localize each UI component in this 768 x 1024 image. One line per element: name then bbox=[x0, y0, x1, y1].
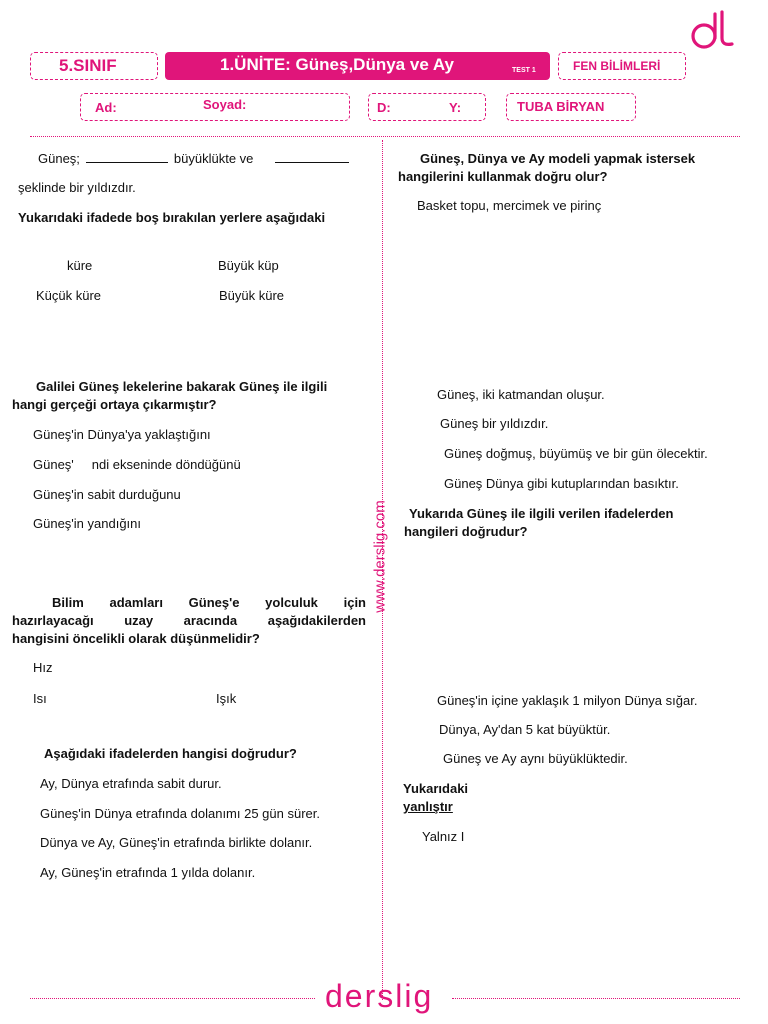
q1-line1-b: büyüklükte ve bbox=[173, 151, 254, 166]
q4-stem: Aşağıdaki ifadelerden hangisi doğrudur? bbox=[44, 746, 297, 761]
q5-stem-2: hangilerini kullanmak doğru olur? bbox=[398, 169, 608, 184]
q2-option-b-1: Güneş' bbox=[33, 457, 74, 472]
unit-title: 1.ÜNİTE: Güneş,Dünya ve Ay bbox=[220, 55, 454, 74]
q2-stem-2: hangi gerçeği ortaya çıkarmıştır? bbox=[12, 397, 217, 412]
q6-stem-1: Yukarıda Güneş ile ilgili verilen ifadelerden bbox=[409, 506, 674, 521]
q3-option-a: Hız bbox=[33, 660, 53, 675]
q3-stem-3: hangisini öncelikli olarak düşünmelidir? bbox=[12, 631, 260, 646]
q3-stem bbox=[12, 594, 366, 648]
q6-statement-2: Güneş bir yıldızdır. bbox=[440, 416, 549, 431]
author-label: TUBA BİRYAN bbox=[517, 99, 605, 114]
top-divider bbox=[30, 136, 740, 137]
q3-stem-1: Bilim adamları Güneş'e yolculuk için bbox=[52, 595, 366, 610]
q2-option-c: Güneş'in sabit durduğunu bbox=[33, 487, 181, 502]
q3-option-b: Isı bbox=[33, 691, 47, 706]
q6-statement-3: Güneş doğmuş, büyümüş ve bir gün ölecektir. bbox=[444, 446, 708, 461]
derslig-logo-icon bbox=[686, 8, 738, 52]
q7-stem-2: yanlıştır bbox=[403, 799, 453, 814]
grade-label: 5.SINIF bbox=[59, 56, 117, 75]
grade-box bbox=[30, 52, 158, 80]
q2-option-a: Güneş'in Dünya'ya yaklaştığını bbox=[33, 427, 211, 442]
footer-logo: derslig bbox=[325, 978, 434, 1014]
footer-divider-left bbox=[30, 998, 315, 999]
footer-divider-right bbox=[452, 998, 740, 999]
date-box bbox=[368, 93, 486, 121]
subject-label: FEN BİLİMLERİ bbox=[573, 59, 661, 73]
author-box bbox=[506, 93, 636, 121]
q5-option-a: Basket topu, mercimek ve pirinç bbox=[417, 198, 602, 213]
q1-option-b: Büyük küp bbox=[218, 258, 279, 273]
q1-blank-2 bbox=[275, 152, 349, 163]
q7-statement-3: Güneş ve Ay aynı büyüklüktedir. bbox=[443, 751, 628, 766]
q1-option-a: küre bbox=[67, 258, 93, 273]
y-label: Y: bbox=[449, 100, 462, 115]
q1-line2: şeklinde bir yıldızdır. bbox=[18, 180, 136, 195]
q2-option-d: Güneş'in yandığını bbox=[33, 516, 141, 531]
q1-stem: Yukarıdaki ifadede boş bırakılan yerlere aşağıdaki bbox=[18, 210, 326, 225]
q2-option-b bbox=[33, 457, 241, 472]
q4-option-d: Ay, Güneş'in etrafında 1 yılda dolanır. bbox=[40, 865, 256, 880]
unit-title-banner bbox=[165, 52, 550, 80]
q4-option-c: Dünya ve Ay, Güneş'in etrafında birlikte dolanır. bbox=[40, 835, 313, 850]
q3-option-c: Işık bbox=[216, 691, 237, 706]
q6-statement-4: Güneş Dünya gibi kutuplarından basıktır. bbox=[444, 476, 679, 491]
q1-blank-1 bbox=[86, 152, 168, 163]
q2-option-b-2: ndi ekseninde döndüğünü bbox=[91, 457, 241, 472]
name-label: Ad: bbox=[95, 100, 117, 115]
d-label: D: bbox=[377, 100, 391, 115]
q4-option-a: Ay, Dünya etrafında sabit durur. bbox=[40, 776, 222, 791]
watermark: www.derslig.com bbox=[371, 500, 389, 613]
q1-line1 bbox=[38, 151, 355, 166]
q3-stem-2: hazırlayacağı uzay aracında aşağıdakilerden bbox=[12, 613, 366, 628]
q1-option-c: Küçük küre bbox=[36, 288, 102, 303]
q7-statement-2: Dünya, Ay'dan 5 kat büyüktür. bbox=[439, 722, 611, 737]
q6-stem-2: hangileri doğrudur? bbox=[404, 524, 528, 539]
surname-label: Soyad: bbox=[203, 97, 247, 112]
subject-box bbox=[558, 52, 686, 80]
q4-option-b: Güneş'in Dünya etrafında dolanımı 25 gün sürer. bbox=[40, 806, 320, 821]
q2-stem-1: Galilei Güneş lekelerine bakarak Güneş ile ilgili bbox=[36, 379, 328, 394]
q7-stem-1: Yukarıdaki bbox=[403, 781, 469, 796]
q1-option-d: Büyük küre bbox=[219, 288, 285, 303]
q7-statement-1: Güneş'in içine yaklaşık 1 milyon Dünya sığar. bbox=[437, 693, 698, 708]
q1-line1-a: Güneş; bbox=[38, 151, 80, 166]
test-label: TEST 1 bbox=[512, 67, 536, 74]
q7-option-a: Yalnız I bbox=[422, 829, 465, 844]
q5-stem-1: Güneş, Dünya ve Ay modeli yapmak istersek bbox=[420, 151, 696, 166]
q6-statement-1: Güneş, iki katmandan oluşur. bbox=[437, 387, 605, 402]
name-box bbox=[80, 93, 350, 121]
